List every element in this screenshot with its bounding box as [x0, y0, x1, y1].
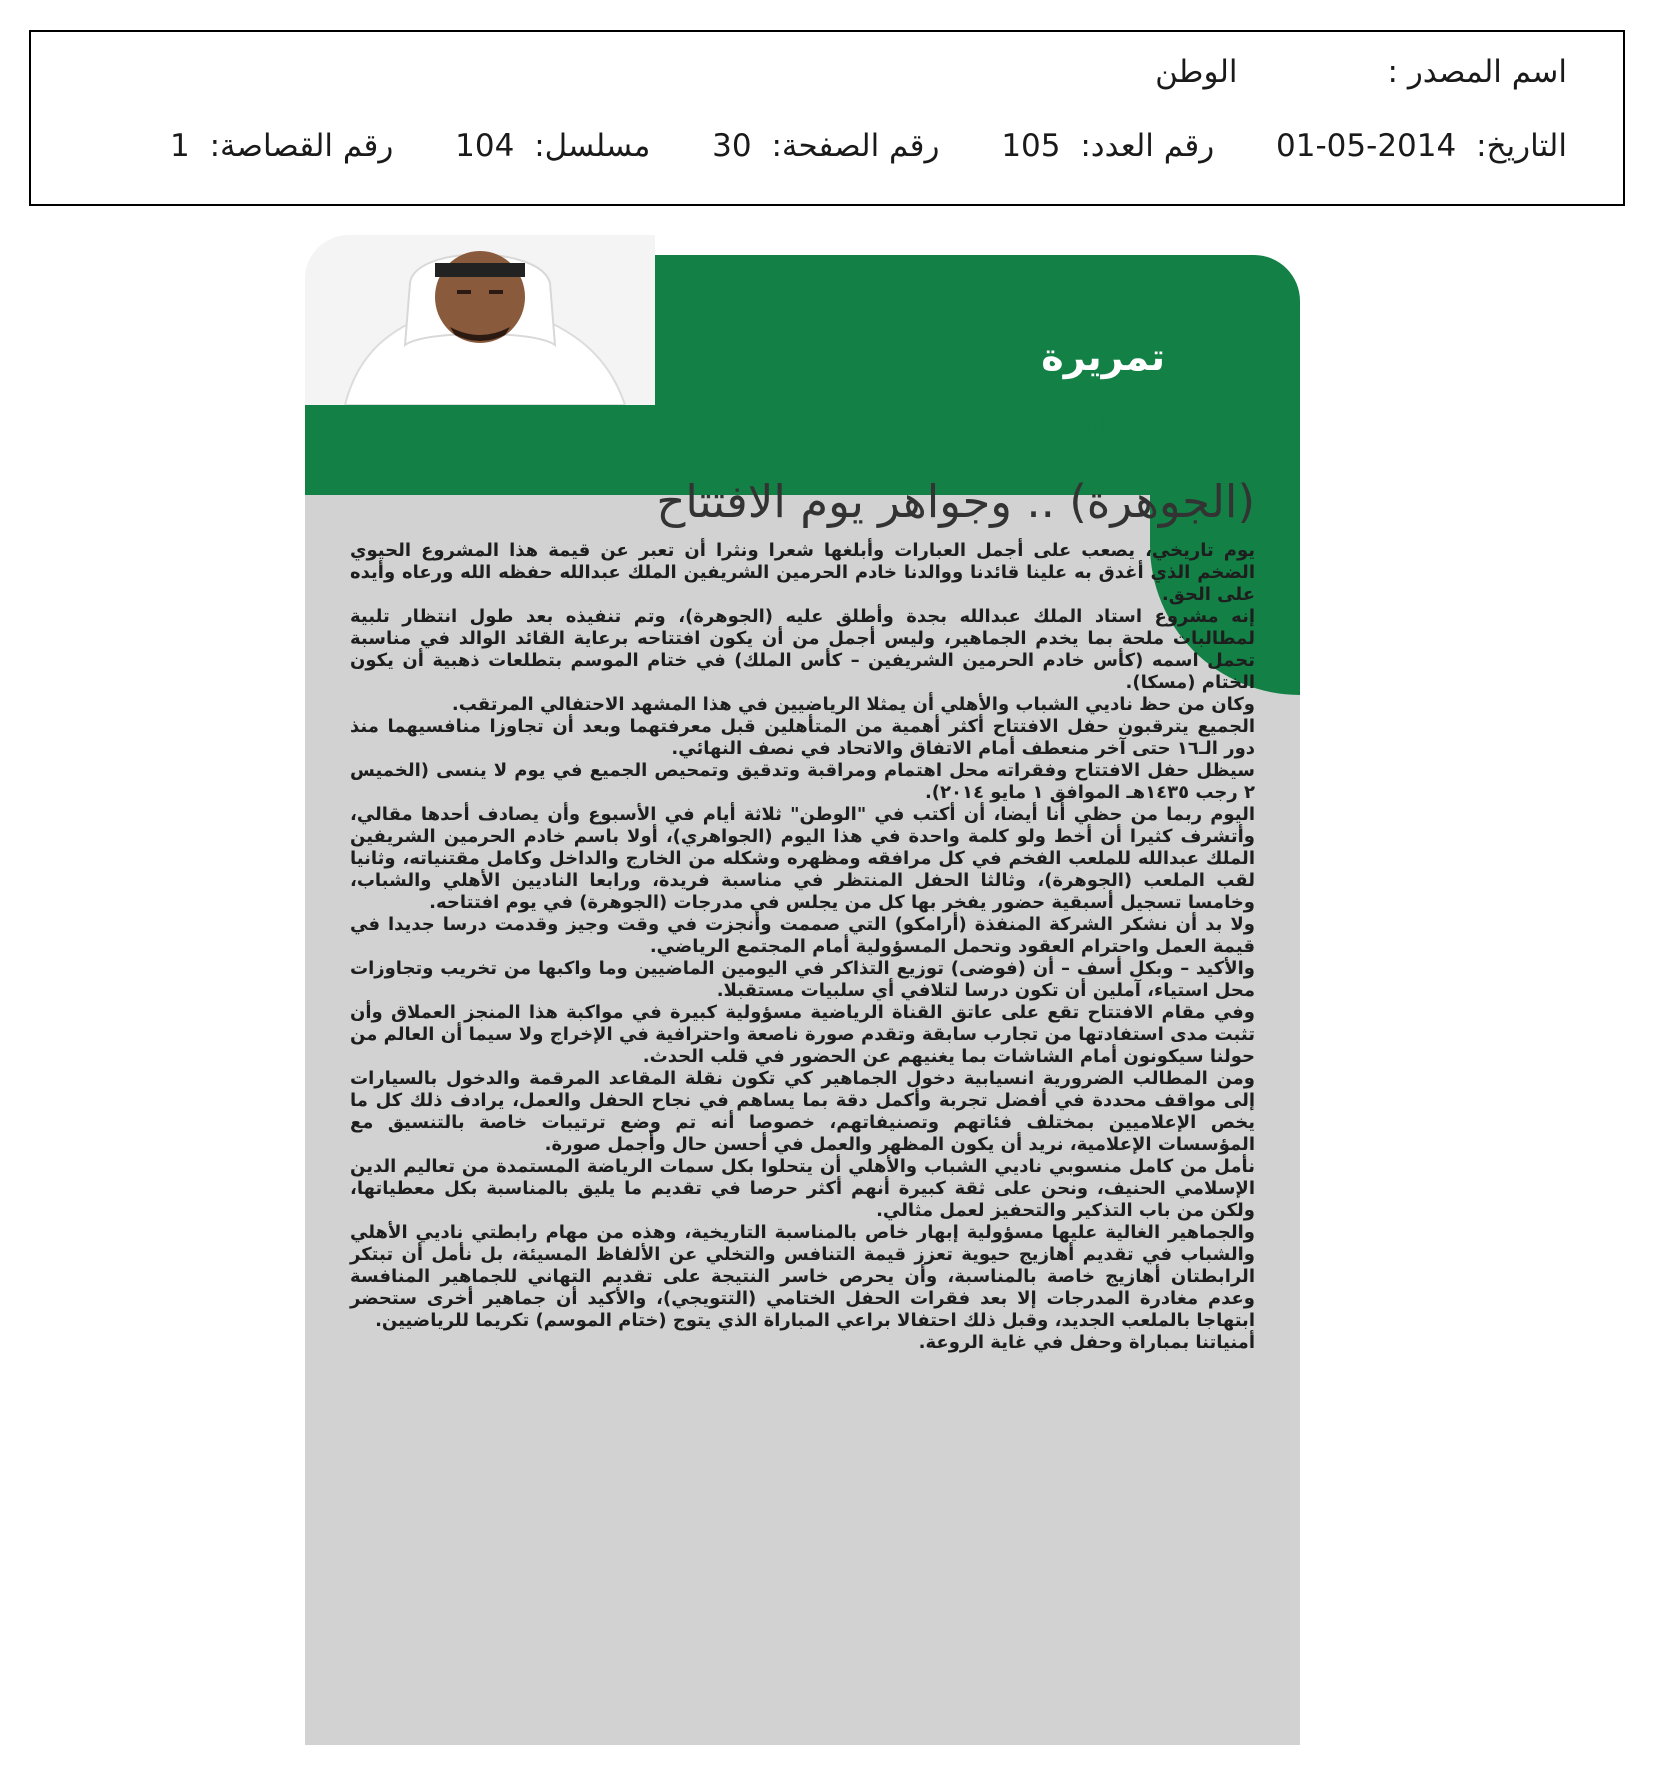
article-paragraph: الجميع يترقبون حفل الافتتاح أكثر أهمية من المتأهلين قبل معرفتهما وبعد أن تجاوزا منافسيهما منذ دور الـ١٦ حتى آخر منعطف أمام الاتفاق والاتحاد في نصف النهائي.: [350, 716, 1255, 759]
article-paragraph: إنه مشروع استاد الملك عبدالله بجدة وأطلق عليه (الجوهرة)، وتم تنفيذه بعد طول انتظار تلبية لمطالبات ملحة بما يخدم الجماهير، وليس أجمل من أن يكون افتتاحه برعاية القائد الوالد في مناسبة تحمل اسمه (كأس خادم الحرمين الشريفين – كأس الملك) في ختام الموسم بتطلعات ذهبية أن يكون الختام (مسكا).: [350, 606, 1255, 693]
article-paragraph: وكان من حظ ناديي الشباب والأهلي أن يمثلا الرياضيين في هذا المشهد الاحتفالي المرتقب.: [451, 694, 1255, 715]
source-label: اسم المصدر :: [1387, 54, 1567, 90]
article-paragraph: نأمل من كامل منسوبي ناديي الشباب والأهلي أن يتحلوا بكل سمات الرياضة المستمدة من تعاليم الدين الإسلامي الحنيف، ونحن على ثقة كبيرة أنهم أكثر حرصا في تقديم ما يليق بالمناسبة بكل معطياتها، ولكن من باب التذكير والتحفيز لعمل مثالي.: [350, 1156, 1255, 1221]
page-label: رقم الصفحة:: [771, 128, 940, 164]
author-portrait-illustration: [305, 235, 655, 405]
article-paragraph: يوم تاريخي، يصعب على أجمل العبارات وأبلغها شعرا ونثرا أن تعبر عن قيمة هذا المشروع الحيوي الضخم الذي أغدق به علينا قائدنا ووالدنا خادم الحرمين الشريفين الملك عبدالله حفظه الله ورعاه وأيده على الحق.: [350, 540, 1255, 605]
page-field: [712, 128, 939, 164]
issue-field: [1001, 128, 1214, 164]
article-paragraph: أمنياتنا بمباراة وحفل في غاية الروعة.: [918, 1332, 1255, 1353]
author-photo: [305, 235, 655, 405]
clip-number-value: 1: [169, 128, 190, 164]
serial-value: 104: [455, 128, 515, 164]
article-paragraph: والجماهير الغالية عليها مسؤولية إبهار خاص بالمناسبة التاريخية، وهذه من مهام رابطتي ناديي الأهلي والشباب في تقديم أهازيج حيوية تعزز قيمة التنافس والتخلي عن الألفاظ المسيئة، بل نأمل أن تبتكر الرابطتان أهازيج خاصة بالمناسبة، وأن يحرص خاسر النتيجة على تقديم التهاني للجماهير المنافسة وعدم مغادرة المدرجات إلا بعد فقرات الحفل الختامي (التتويجي)، والأكيد أن جماهير أخرى ستحضر ابتهاجا بالملعب الجديد، وقبل ذلك احتفالا براعي المباراة الذي يتوج (ختام الموسم) تكريما للرياضيين.: [350, 1222, 1255, 1331]
issue-value: 105: [1001, 128, 1061, 164]
issue-label: رقم العدد:: [1080, 128, 1215, 164]
article-paragraph: والأكيد – وبكل أسف – أن (فوضى) توزيع التذاكر في اليومين الماضيين وما واكبها من تخريب وتجاوزات محل استياء، آملين أن تكون درسا لتلافي أي سلبيات مستقبلا.: [350, 958, 1255, 1001]
article-paragraph: ولا بد أن نشكر الشركة المنفذة (أرامكو) التي صممت وأنجزت في وقت وجيز وقدمت درسا جديدا في قيمة العمل واحترام العقود وتحمل المسؤولية أمام المجتمع الرياضي.: [350, 914, 1255, 957]
article-clipping: [305, 235, 1300, 1745]
clip-number-label: رقم القصاصة:: [209, 128, 394, 164]
serial-label: مسلسل:: [534, 128, 651, 164]
article-paragraph: وفي مقام الافتتاح تقع على عاتق القناة الرياضية مسؤولية كبيرة في مواكبة هذا المنجز العملاق وأن تثبت مدى استفادتها من تجارب سابقة وتقدم صورة ناصعة واحترافية في الإخراج ولا سيما أن العالم من حولنا سيكونون أمام الشاشات بما يغنيهم عن الحضور في قلب الحدث.: [350, 1002, 1255, 1067]
page-value: 30: [712, 128, 752, 164]
metadata-row-details: [118, 128, 1567, 164]
clip-number-field: [170, 128, 393, 164]
article-title: (الجوهرة) .. وجواهر يوم الافتتاح: [656, 475, 1255, 528]
article-paragraph: ومن المطالب الضرورية انسيابية دخول الجماهير كي تكون نقلة المقاعد المرقمة والدخول بالسيارات إلى مواقف محددة في أفضل تجربة وأكمل دقة بما يساهم في نجاح الحفل والعمل، يرادف ذلك كل ما يخص الإعلاميين بمختلف فئاتهم وتصنيفاتهم، خصوصا أنه تم وضع ترتيبات خاصة بالتنسيق مع المؤسسات الإعلامية، نريد أن يكون المظهر والعمل في أحسن حال وأجمل صورة.: [350, 1068, 1255, 1155]
article-paragraph: سيظل حفل الافتتاح وفقراته محل اهتمام ومراقبة وتدقيق وتمحيص الجميع في يوم لا ينسى (الخميس ٢ رجب ١٤٣٥هـ الموافق ١ مايو ٢٠١٤).: [350, 760, 1255, 803]
article-paragraph: اليوم ربما من حظي أنا أيضا، أن أكتب في "الوطن" ثلاثة أيام في الأسبوع وأن يصادف أحدها مقالي، وأتشرف كثيرا أن أخط ولو كلمة واحدة في هذا اليوم (الجواهري)، أولا باسم خادم الحرمين الشريفين الملك عبدالله للملعب الفخم في كل مرافقه ومظهره وشكله من الخارج والداخل وكامل مقتنياته، وثانيا لقب الملعب (الجوهرة)، وثالثا الحفل المنتظر في مناسبة فريدة، ورابعا الناديين الأهلي والشباب، وخامسا تسجيل أسبقية حضور يفخر بها كل من يجلس في مدرجات (الجوهرة) في يوم افتتاحه.: [350, 804, 1255, 913]
serial-field: [455, 128, 650, 164]
clipping-metadata-box: [29, 30, 1625, 206]
date-field: [1276, 128, 1567, 164]
source-value: الوطن: [1155, 54, 1238, 90]
author-name: خلف ملفي: [944, 405, 1140, 446]
column-name: تمريرة: [1041, 335, 1165, 379]
metadata-row-source: [1103, 54, 1567, 90]
date-label: التاريخ:: [1476, 128, 1567, 164]
date-value: 2014-05-01: [1276, 128, 1457, 164]
article-body: [350, 540, 1255, 1354]
